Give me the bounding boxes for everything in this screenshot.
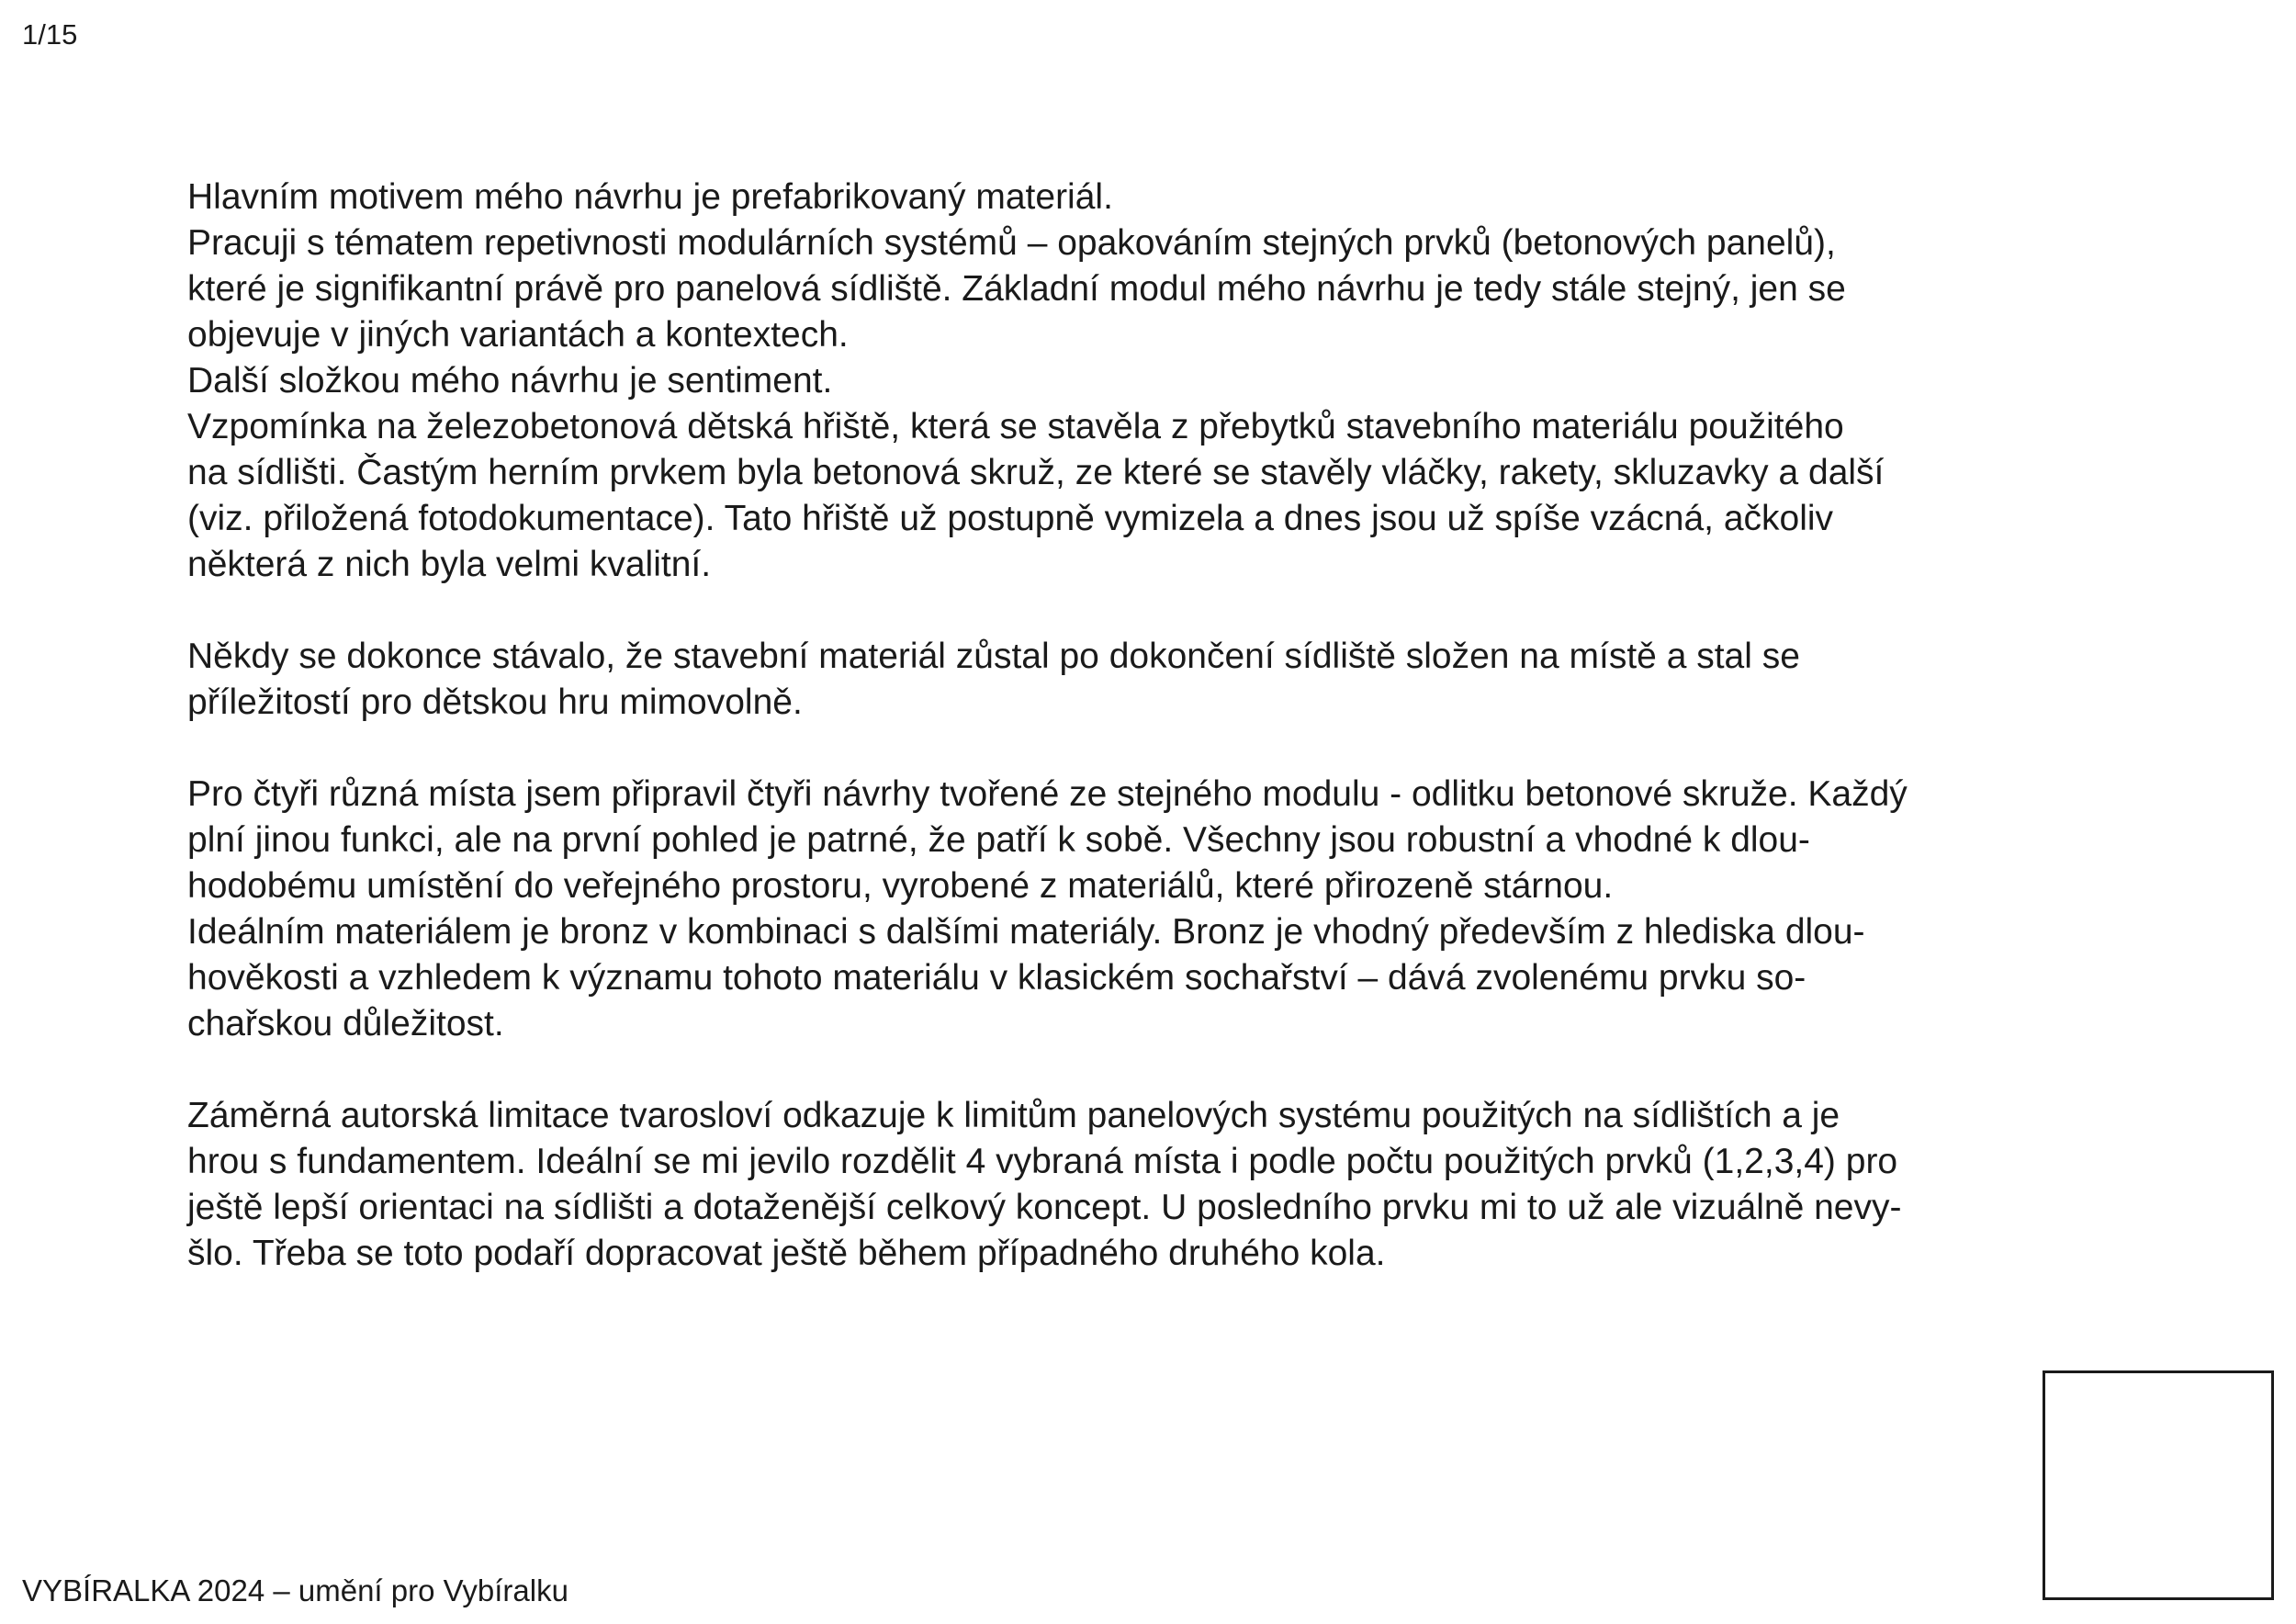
text-line: Další složkou mého návrhu je sentiment. xyxy=(187,361,833,400)
text-line: hodobému umístění do veřejného prostoru, vyrobené z materiálů, které přirozeně stárnou. xyxy=(187,866,1614,906)
paragraph-1 xyxy=(187,175,2079,588)
text-line: chařskou důležitost. xyxy=(187,1004,504,1043)
page-number: 1/15 xyxy=(22,18,78,51)
text-line: Pro čtyři různá místa jsem připravil čtyři návrhy tvořené ze stejného modulu - odlitku betonové skruže. Každý xyxy=(187,774,1908,814)
text-line: Záměrná autorská limitace tvarosloví odkazuje k limitům panelových systému použitých na sídlištích a je xyxy=(187,1096,1840,1135)
text-line: některá z nich byla velmi kvalitní. xyxy=(187,545,712,584)
paragraph-4 xyxy=(187,1093,2079,1277)
text-line: Někdy se dokonce stávalo, že stavební materiál zůstal po dokončení sídliště složen na místě a stal se xyxy=(187,637,1800,676)
text-line: hověkosti a vzhledem k významu tohoto materiálu v klasickém sochařství – dává zvolenému prvku so- xyxy=(187,958,1806,998)
text-line: Vzpomínka na železobetonová dětská hřiště, která se stavěla z přebytků stavebního materiálu použitého xyxy=(187,407,1844,446)
text-line: Ideálním materiálem je bronz v kombinaci s dalšími materiály. Bronz je vhodný především z hlediska dlou- xyxy=(187,912,1865,952)
paragraph-2 xyxy=(187,634,2079,726)
paragraph-3 xyxy=(187,772,2079,1047)
text-line: příležitostí pro dětskou hru mimovolně. xyxy=(187,682,803,722)
text-line: objevuje v jiných variantách a kontextech. xyxy=(187,315,849,355)
document-body xyxy=(187,175,2079,1277)
text-line: ještě lepší orientaci na sídlišti a dotaženější celkový koncept. U posledního prvku mi to už ale vizuálně nevy- xyxy=(187,1188,1902,1227)
text-line: plní jinou funkci, ale na první pohled je patrné, že patří k sobě. Všechny jsou robustní a vhodné k dlou- xyxy=(187,820,1810,860)
stamp-box xyxy=(2043,1370,2274,1600)
text-line: (viz. přiložená fotodokumentace). Tato hřiště už postupně vymizela a dnes jsou už spíše vzácná, ačkoliv xyxy=(187,499,1834,538)
text-line: hrou s fundamentem. Ideální se mi jevilo rozdělit 4 vybraná místa i podle počtu použitých prvků (1,2,3,4) pro xyxy=(187,1142,1898,1181)
footer-title: VYBÍRALKA 2024 – umění pro Vybíralku xyxy=(22,1573,568,1607)
paragraph-gap xyxy=(187,726,2079,772)
paragraph-gap xyxy=(187,588,2079,634)
text-line: Pracuji s tématem repetivnosti modulárních systémů – opakováním stejných prvků (betonových panelů), xyxy=(187,223,1836,263)
text-line: Hlavním motivem mého návrhu je prefabrikovaný materiál. xyxy=(187,177,1113,217)
text-line: šlo. Třeba se toto podaří dopracovat ještě během případného druhého kola. xyxy=(187,1234,1386,1273)
paragraph-gap xyxy=(187,1047,2079,1093)
text-line: které je signifikantní právě pro panelová sídliště. Základní modul mého návrhu je tedy stále stejný, jen se xyxy=(187,269,1846,309)
text-line: na sídlišti. Častým herním prvkem byla betonová skruž, ze které se stavěly vláčky, rakety, skluzavky a další xyxy=(187,453,1885,492)
